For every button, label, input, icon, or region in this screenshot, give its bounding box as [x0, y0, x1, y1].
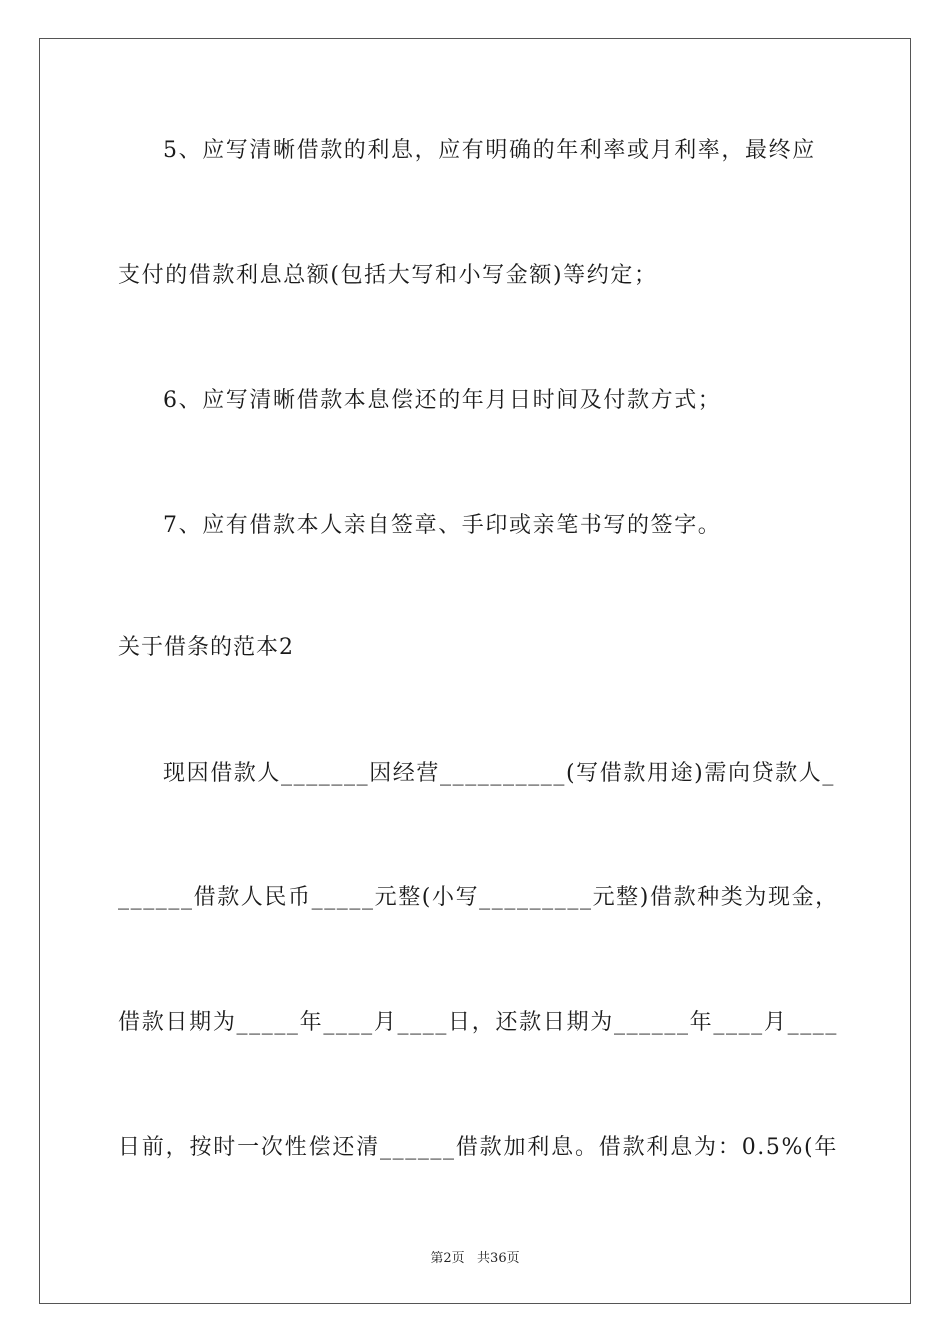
paragraph-line: 7、应有借款本人亲自签章、手印或亲笔书写的签字。 — [163, 513, 722, 538]
section-heading: 关于借条的范本2 — [118, 635, 294, 660]
paragraph-line: 现因借款人_______因经营__________(写借款用途)需向贷款人_ — [163, 761, 835, 786]
page-border — [39, 38, 911, 1304]
paragraph-line: 借款日期为_____年____月____日，还款日期为______年____月____ — [118, 1010, 838, 1035]
paragraph-line: 5、应写清晰借款的利息，应有明确的年利率或月利率，最终应 — [163, 138, 816, 163]
paragraph-line: 日前，按时一次性偿还清______借款加利息。借款利息为：0.5%(年 — [118, 1135, 838, 1160]
paragraph-line: 支付的借款利息总额(包括大写和小写金额)等约定； — [118, 263, 658, 288]
paragraph-line: 6、应写清晰借款本息偿还的年月日时间及付款方式； — [163, 388, 722, 413]
paragraph-line: ______借款人民币_____元整(小写_________元整)借款种类为现金， — [118, 885, 839, 910]
page-number-footer: 第2页 共36页 — [430, 1251, 520, 1266]
